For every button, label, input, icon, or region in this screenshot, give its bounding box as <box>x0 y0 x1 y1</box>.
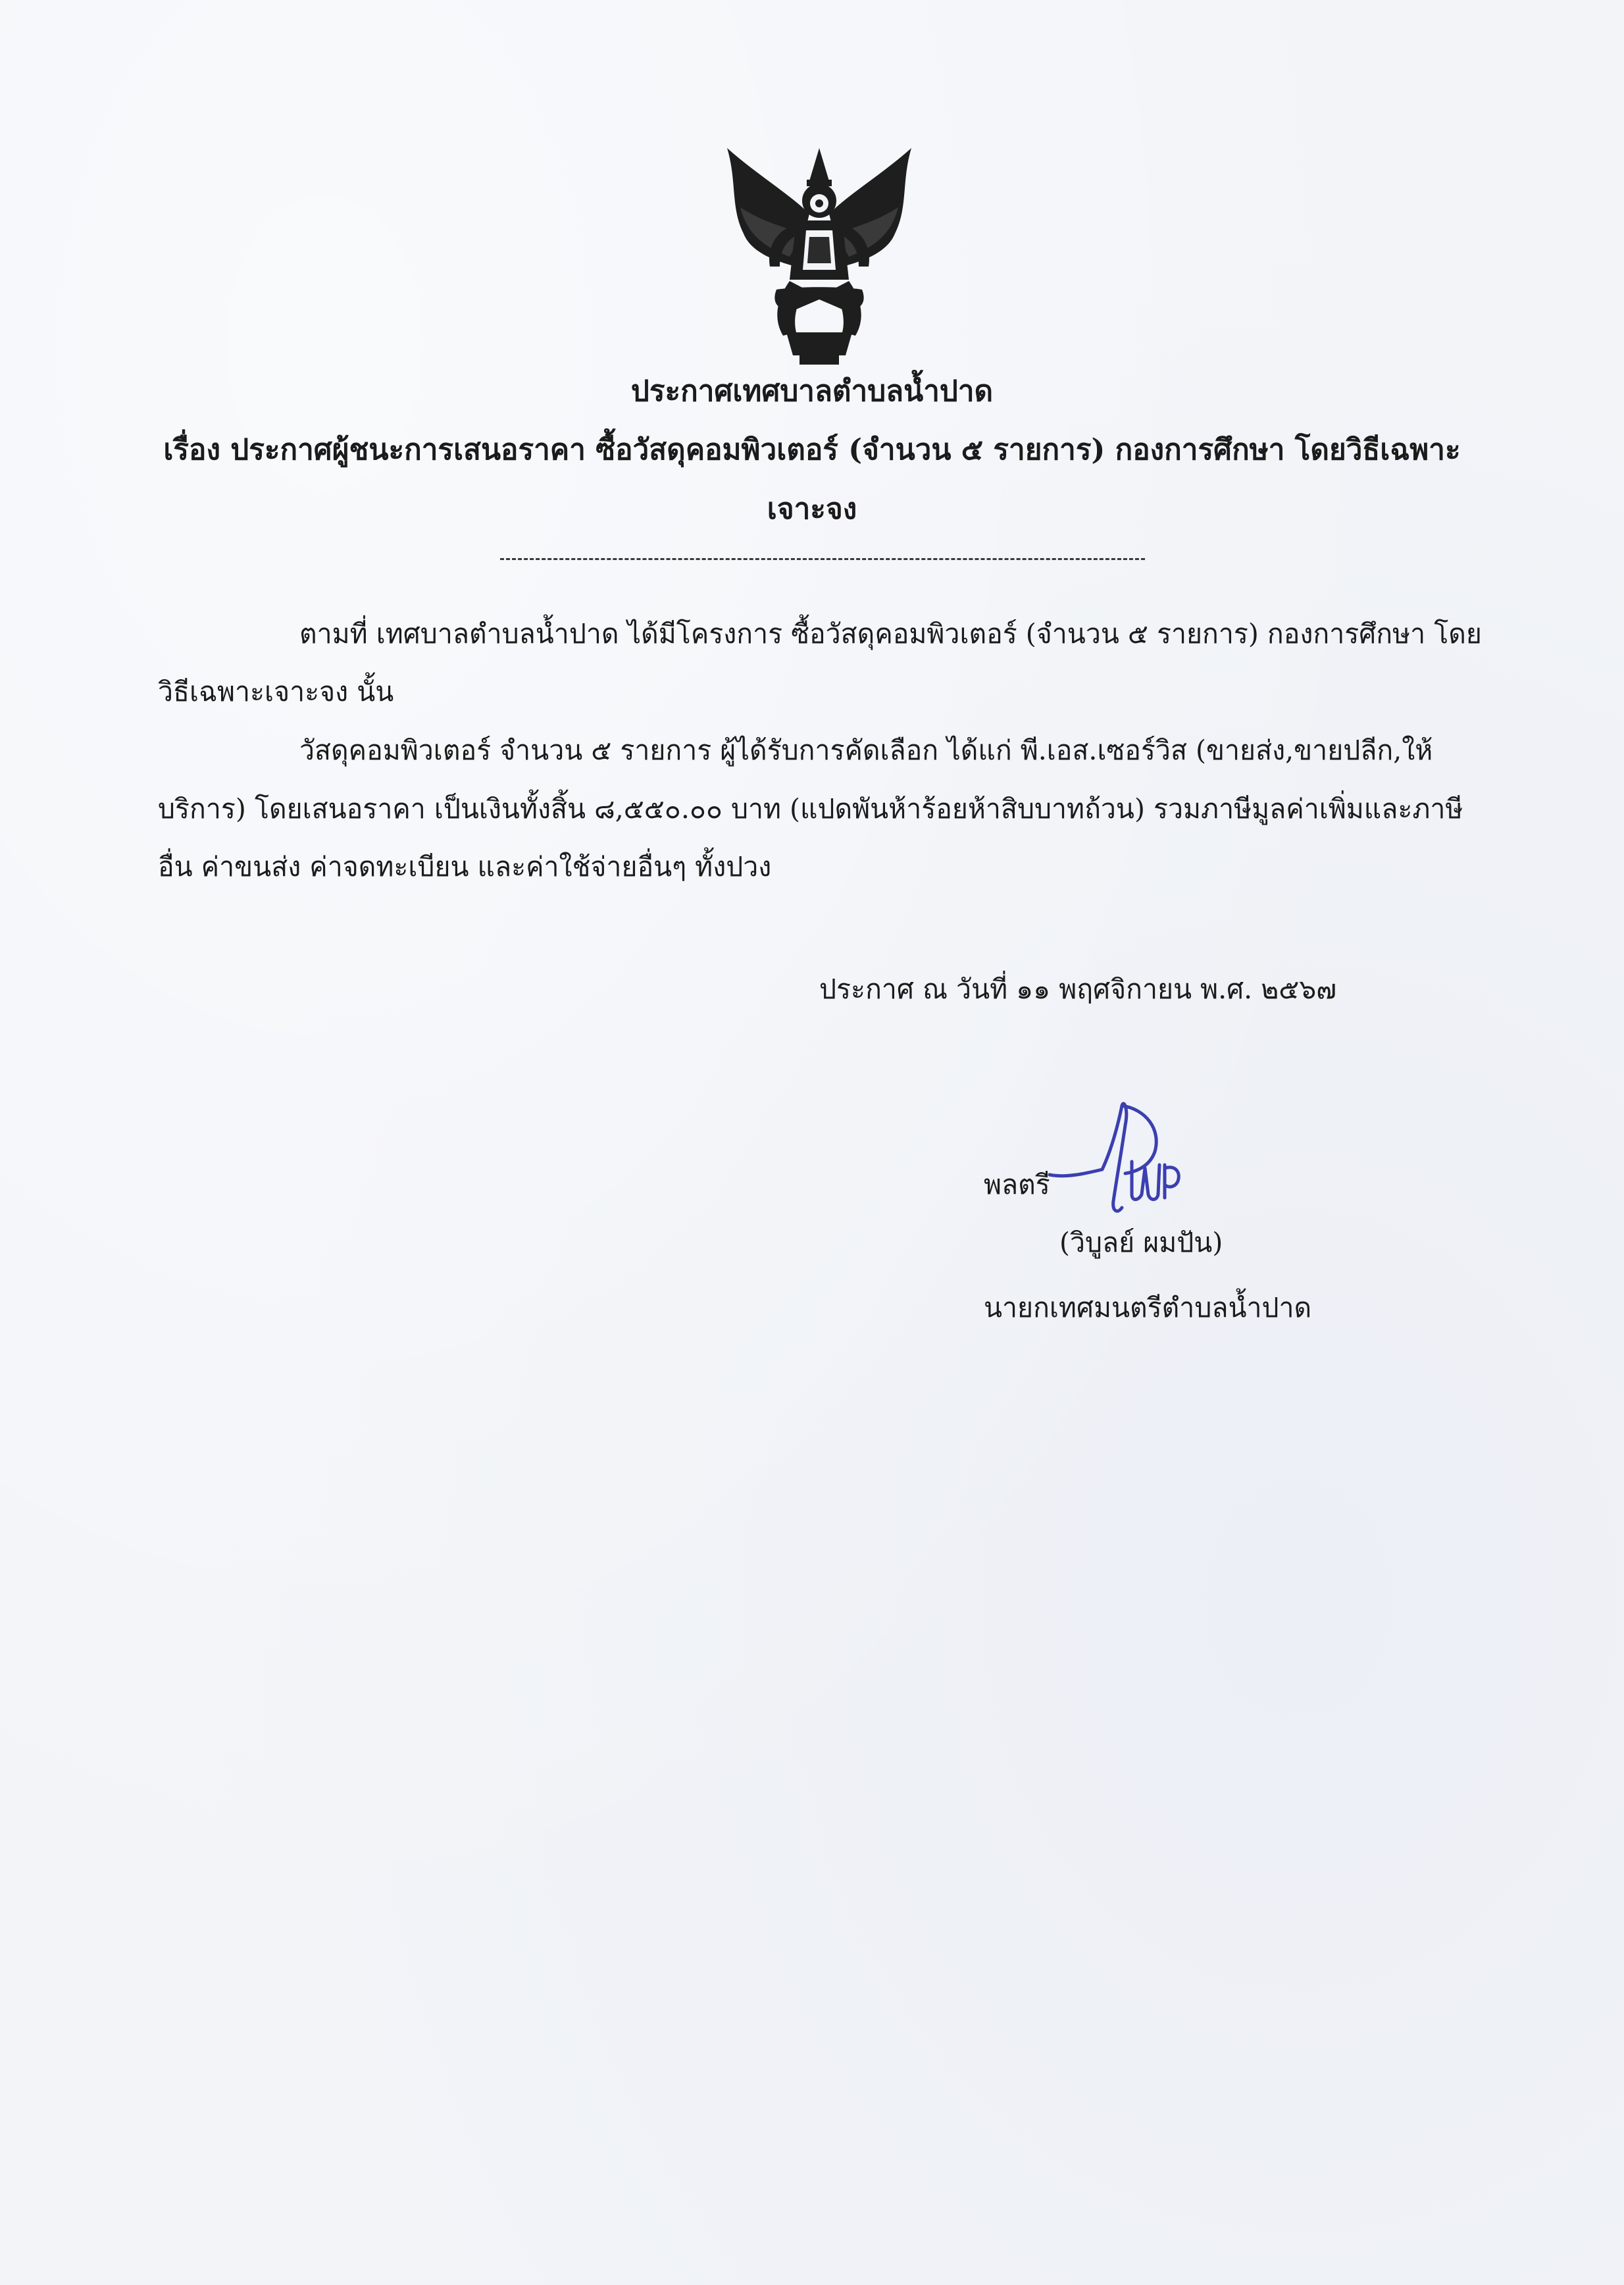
garuda-emblem-icon <box>711 135 928 372</box>
paragraph-2-line-2: บริการ) โดยเสนอราคา เป็นเงินทั้งสิ้น ๘,๕๕๐.๐๐ บาท (แปดพันห้าร้อยห้าสิบบาทถ้วน) รวมภาษีมูลค่าเพิ่มและภาษี <box>158 793 1463 825</box>
subject-line-1: เรื่อง ประกาศผู้ชนะการเสนอราคา ซื้อวัสดุคอมพิวเตอร์ (จำนวน ๕ รายการ) กองการศึกษา โดยวิธีเฉพาะ <box>163 433 1461 467</box>
document-title: ประกาศเทศบาลตำบลน้ำปาด <box>630 374 994 408</box>
dashed-divider <box>500 558 1145 560</box>
paragraph-1-line-2: วิธีเฉพาะเจาะจง นั้น <box>158 676 394 707</box>
signer-name: (วิบูลย์ ผมปัน) <box>1059 1227 1223 1258</box>
signer-rank: พลตรี <box>984 1169 1050 1200</box>
announcement-date: ประกาศ ณ วันที่ ๑๑ พฤศจิกายน พ.ศ. ๒๕๖๗ <box>819 973 1337 1005</box>
signer-position: นายกเทศมนตรีตำบลน้ำปาด <box>984 1292 1312 1323</box>
paragraph-2-line-3: อื่น ค่าขนส่ง ค่าจดทะเบียน และค่าใช้จ่ายอื่นๆ ทั้งปวง <box>158 851 772 883</box>
paragraph-2-line-1: วัสดุคอมพิวเตอร์ จำนวน ๕ รายการ ผู้ได้รับการคัดเลือก ได้แก่ พี.เอส.เซอร์วิส (ขายส่ง,ขายปลีก,ให้ <box>299 734 1433 766</box>
paragraph-1-line-1: ตามที่ เทศบาลตำบลน้ำปาด ได้มีโครงการ ซื้อวัสดุคอมพิวเตอร์ (จำนวน ๕ รายการ) กองการศึกษา โดย <box>299 618 1482 650</box>
signature-mark <box>1040 1096 1198 1221</box>
subject-line-2: เจาะจง <box>767 492 857 526</box>
